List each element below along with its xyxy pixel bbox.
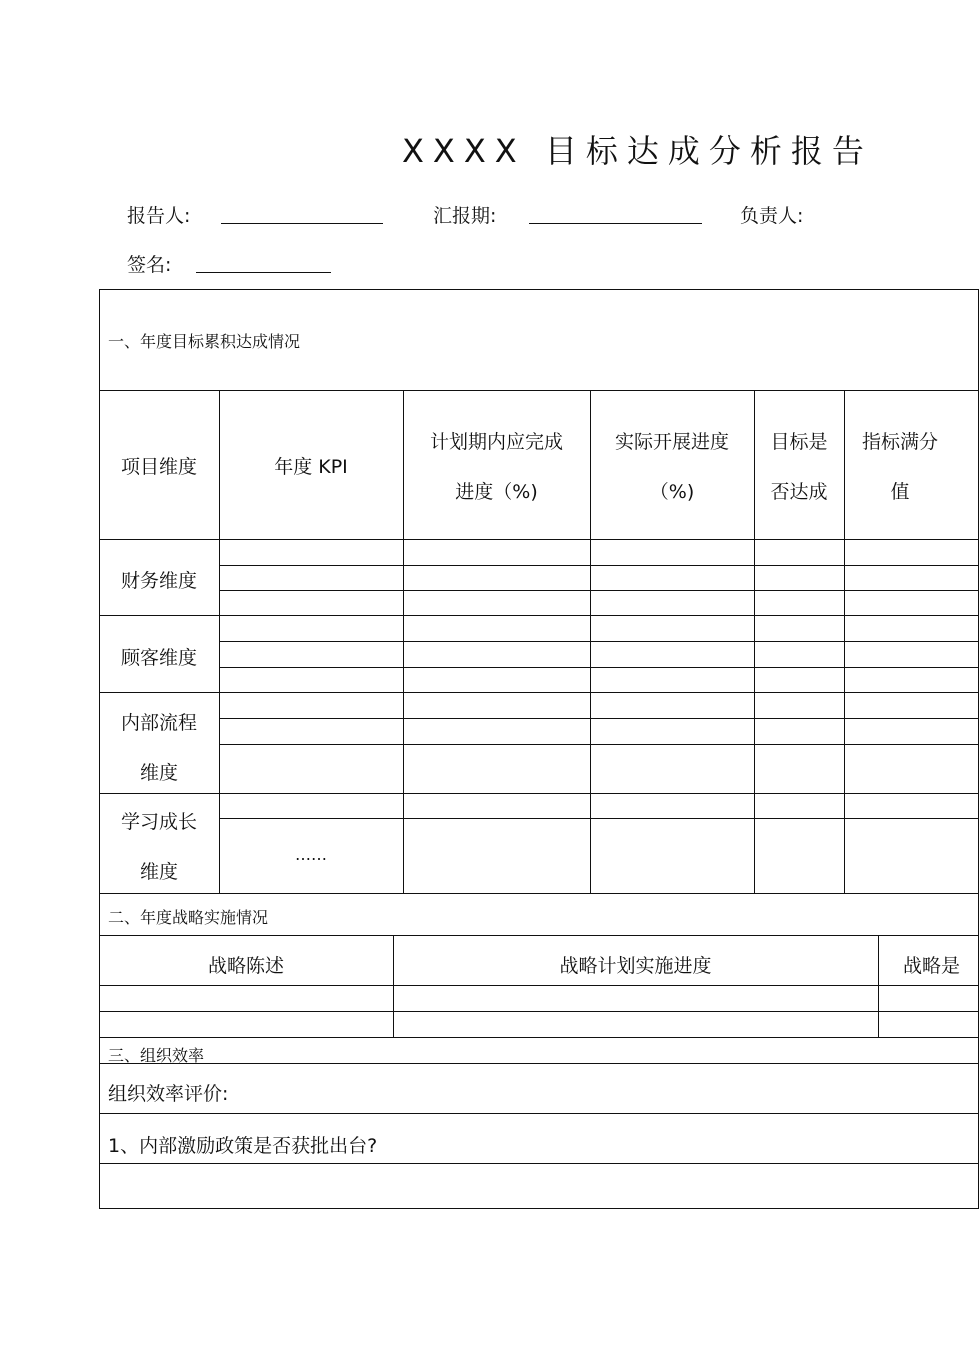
period-label: 汇报期: [433, 205, 497, 227]
divider [99, 1163, 979, 1164]
divider [219, 667, 979, 668]
header-fullscore-line1: 指标满分 [861, 431, 938, 453]
dimension-customer: 顾客维度 [120, 647, 197, 669]
divider [99, 935, 979, 936]
header-strategy-statement: 战略陈述 [207, 955, 284, 977]
signature-label: 签名: [127, 254, 172, 276]
divider [99, 539, 979, 540]
dimension-finance: 财务维度 [120, 570, 197, 592]
divider [219, 744, 979, 745]
header-strategy-progress: 战略计划实施进度 [559, 955, 712, 977]
dimension-process-line2: 维度 [139, 762, 178, 784]
signature-field[interactable] [196, 272, 331, 273]
column-line [754, 390, 755, 893]
divider [219, 565, 979, 566]
section1-title: 一、年度目标累积达成情况 [108, 332, 301, 351]
dimension-learning-line2: 维度 [139, 861, 178, 883]
divider [99, 985, 979, 986]
header-achieved-line1: 目标是 [770, 431, 828, 453]
reporter-label: 报告人: [127, 205, 191, 227]
section3-title: 三、组织效率 [108, 1046, 205, 1065]
efficiency-evaluation-label: 组织效率评价: [108, 1083, 229, 1105]
header-planned-line2: 进度（%) [455, 481, 538, 503]
header-actual-line2: （%) [649, 481, 695, 503]
ellipsis-text: …… [295, 845, 327, 864]
header-strategy-third: 战略是 [903, 955, 961, 977]
divider [99, 893, 979, 894]
section2-title: 二、年度战略实施情况 [108, 908, 269, 927]
dimension-process-line1: 内部流程 [120, 712, 197, 734]
divider [219, 590, 979, 591]
header-planned-line1: 计划期内应完成 [429, 431, 563, 453]
period-field[interactable] [529, 223, 702, 224]
reporter-field[interactable] [221, 223, 383, 224]
divider [99, 615, 979, 616]
header-kpi: 年度 KPI [274, 456, 348, 478]
divider [99, 1037, 979, 1038]
divider [219, 718, 979, 719]
divider [99, 793, 979, 794]
column-line [403, 390, 404, 893]
header-dimension: 项目维度 [120, 456, 197, 478]
dimension-learning-line1: 学习成长 [120, 811, 197, 833]
divider [99, 1011, 979, 1012]
divider [219, 641, 979, 642]
header-achieved-line2: 否达成 [770, 481, 828, 503]
question-incentive-policy: 1、内部激励政策是否获批出台? [108, 1135, 378, 1157]
divider [99, 1113, 979, 1114]
column-line [590, 390, 591, 893]
report-title: XXXX 目标达成分析报告 [402, 132, 873, 170]
divider [219, 818, 979, 819]
divider [99, 692, 979, 693]
column-line [844, 390, 845, 893]
divider [99, 390, 979, 391]
owner-label: 负责人: [740, 205, 804, 227]
column-line [878, 935, 879, 1037]
divider [99, 1063, 979, 1064]
header-fullscore-line2: 值 [890, 481, 910, 503]
header-actual-line1: 实际开展进度 [614, 431, 729, 453]
